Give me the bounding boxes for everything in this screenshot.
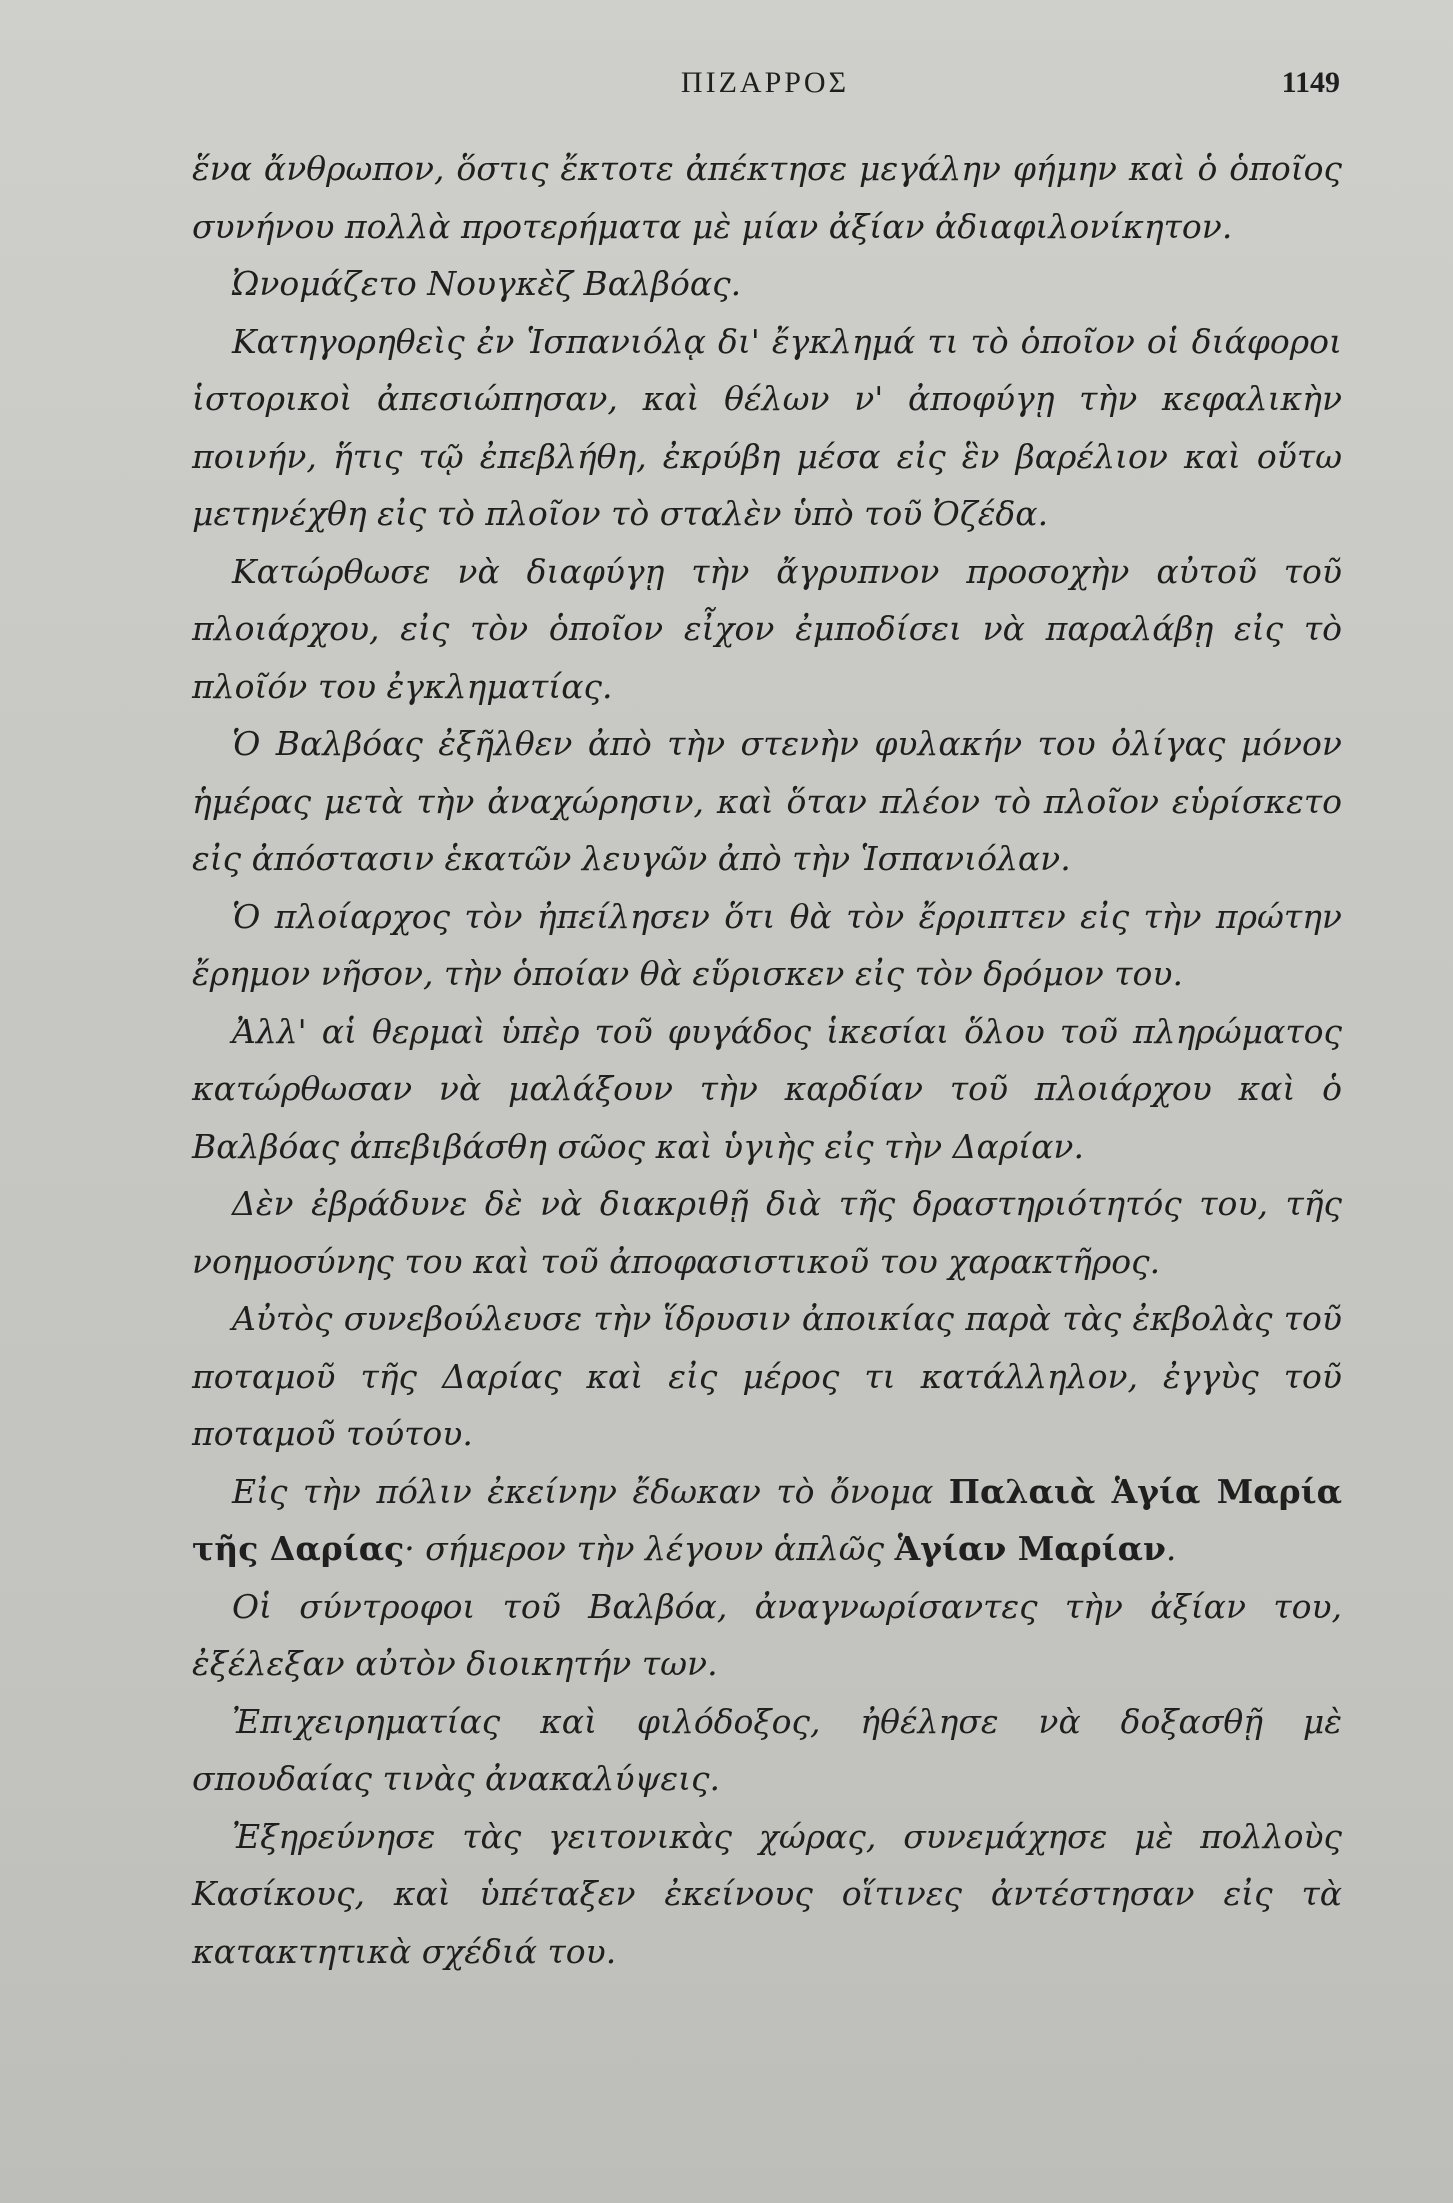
paragraph-1: ἕνα ἄνθρωπον, ὅστις ἔκτοτε ἀπέκτησε μεγάλην φήμην καὶ ὁ ὁποῖος συνήνου πολλὰ προτερήματα μὲ μίαν ἀξίαν ἀδιαφιλονίκητον. bbox=[192, 149, 1342, 246]
body-text bbox=[192, 140, 1342, 1980]
paragraph-13: Ἐξηρεύνησε τὰς γειτονικὰς χώρας, συνεμάχησε μὲ πολλοὺς Κασίκους, καὶ ὑπέταξεν ἐκείνους οἵτινες ἀντέστησαν εἰς τὰ κατακτητικὰ σχέδιά του. bbox=[192, 1816, 1342, 1971]
paragraph-3: Κατηγορηθεὶς ἐν Ἱσπανιόλᾳ δι' ἔγκλημά τι τὸ ὁποῖον οἱ διάφοροι ἱστορικοὶ ἀπεσιώπησαν, καὶ θέλων ν' ἀποφύγῃ τὴν κεφαλικὴν ποινήν, ἥτις τῷ ἐπεβλήθη, ἐκρύβη μέσα εἰς ἓν βαρέλιον καὶ οὕτω μετηνέχθη εἰς τὸ πλοῖον τὸ σταλὲν ὑπὸ τοῦ Ὀζέδα. bbox=[192, 321, 1342, 533]
page-header bbox=[190, 66, 1340, 116]
running-title: ΠΙΖΑΡΡΟΣ bbox=[680, 66, 850, 99]
paragraph-10-text-b: · σήμερον τὴν λέγουν ἁπλῶς bbox=[404, 1529, 895, 1568]
paragraph-2: Ὠνομάζετο Νουγκὲζ Βαλβόας. bbox=[232, 264, 742, 303]
paragraph-12: Ἐπιχειρηματίας καὶ φιλόδοξος, ἠθέλησε νὰ δοξασθῇ μὲ σπουδαίας τινὰς ἀνακαλύψεις. bbox=[192, 1701, 1342, 1798]
paragraph-11: Οἱ σύντροφοι τοῦ Βαλβόα, ἀναγνωρίσαντες τὴν ἀξίαν του, ἐξέλεξαν αὐτὸν διοικητήν των. bbox=[192, 1586, 1342, 1683]
page-number: 1149 bbox=[1281, 66, 1340, 99]
paragraph-7: Ἀλλ' αἱ θερμαὶ ὑπὲρ τοῦ φυγάδος ἱκεσίαι ὅλου τοῦ πληρώματος κατώρθωσαν νὰ μαλάξουν τὴν καρδίαν τοῦ πλοιάρχου καὶ ὁ Βαλβόας ἀπεβιβάσθη σῶος καὶ ὑγιὴς εἰς τὴν Δαρίαν. bbox=[192, 1011, 1342, 1166]
paragraph-5: Ὁ Βαλβόας ἐξῆλθεν ἀπὸ τὴν στενὴν φυλακήν του ὀλίγας μόνον ἡμέρας μετὰ τὴν ἀναχώρησιν, καὶ ὅταν πλέον τὸ πλοῖον εὑρίσκετο εἰς ἀπόστασιν ἑκατῶν λευγῶν ἀπὸ τὴν Ἱσπανιόλαν. bbox=[192, 724, 1342, 878]
paragraph-4: Κατώρθωσε νὰ διαφύγῃ τὴν ἄγρυπνον προσοχὴν αὐτοῦ τοῦ πλοιάρχου, εἰς τὸν ὁποῖον εἶχον ἐμποδίσει νὰ παραλάβῃ εἰς τὸ πλοῖόν του ἐγκληματίας. bbox=[192, 551, 1342, 706]
paragraph-8: Δὲν ἐβράδυνε δὲ νὰ διακριθῇ διὰ τῆς δραστηριότητός του, τῆς νοημοσύνης του καὶ τοῦ ἀποφασιστικοῦ του χαρακτῆρος. bbox=[192, 1184, 1342, 1281]
place-name-new: Ἁγίαν Μαρίαν bbox=[894, 1529, 1166, 1568]
paragraph-10-text-a: Εἰς τὴν πόλιν ἐκείνην ἔδωκαν τὸ ὄνομα bbox=[232, 1471, 949, 1511]
paragraph-6: Ὁ πλοίαρχος τὸν ἠπείλησεν ὅτι θὰ τὸν ἔρριπτεν εἰς τὴν πρώτην ἔρημον νῆσον, τὴν ὁποίαν θὰ εὕρισκεν εἰς τὸν δρόμον του. bbox=[192, 896, 1342, 993]
place-name-old: Παλαιὰ Ἁγία Μαρία τῆς Δαρίας bbox=[192, 1471, 1342, 1568]
paragraph-10-text-c: . bbox=[1165, 1529, 1177, 1568]
paragraph-9: Αὐτὸς συνεβούλευσε τὴν ἵδρυσιν ἀποικίας παρὰ τὰς ἐκβολὰς τοῦ ποταμοῦ τῆς Δαρίας καὶ εἰς μέρος τι κατάλληλον, ἐγγὺς τοῦ ποταμοῦ τούτου. bbox=[192, 1299, 1342, 1453]
paragraph-10 bbox=[192, 1463, 1342, 1578]
